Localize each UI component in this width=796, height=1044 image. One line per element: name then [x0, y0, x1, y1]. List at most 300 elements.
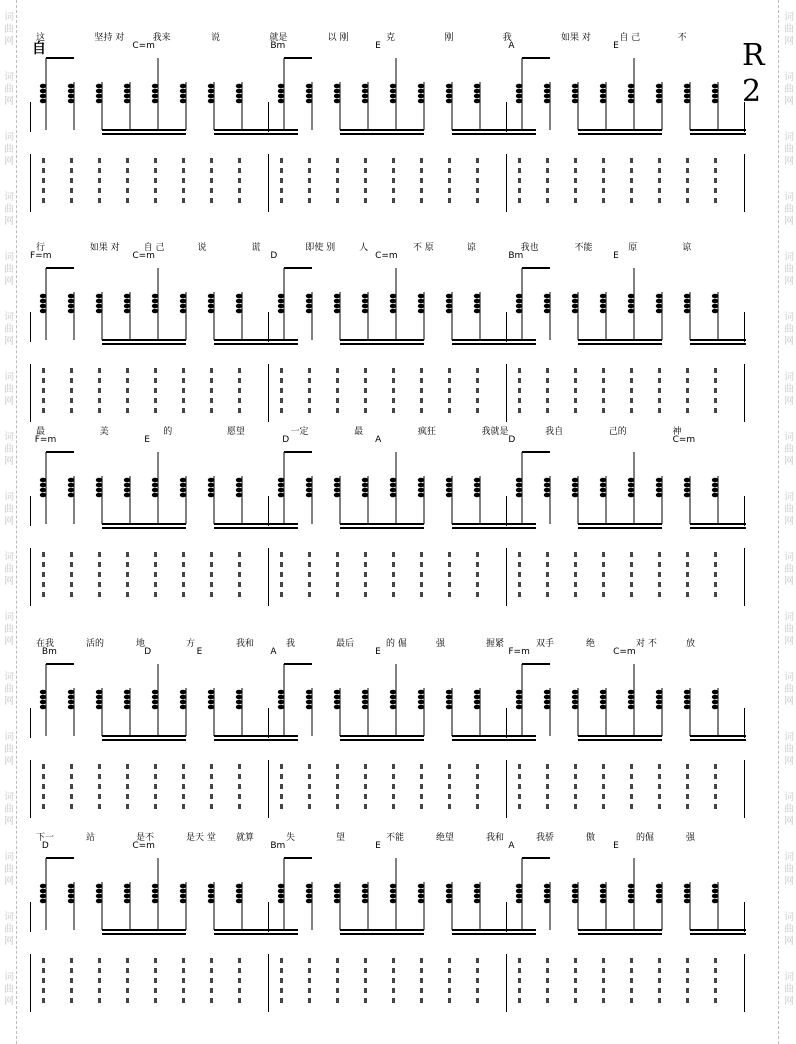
tab-fret-mark	[98, 998, 101, 1003]
lyric-word: 对 不	[636, 639, 657, 649]
tab-fret-mark	[154, 958, 157, 963]
tab-fret-mark	[546, 764, 549, 769]
watermark-char: 曲	[784, 84, 794, 95]
tab-fret-mark	[154, 368, 157, 373]
tab-fret-mark	[336, 388, 339, 393]
tab-fret-mark	[392, 774, 395, 779]
tab-fret-mark	[630, 958, 633, 963]
beam	[102, 133, 186, 135]
watermark-char: 词	[784, 132, 794, 143]
lyric-word: 如果 对	[89, 243, 120, 253]
beam	[522, 57, 550, 59]
tab-fret-mark	[392, 368, 395, 373]
tab-fret-mark	[546, 774, 549, 779]
note-chord	[236, 476, 242, 524]
tab-fret-mark	[630, 368, 633, 373]
tab-fret-mark	[126, 368, 129, 373]
tab-fret-mark	[42, 978, 45, 983]
note-chord	[152, 858, 158, 930]
lyric-word: 不	[677, 33, 687, 43]
lyric-word: 望	[336, 833, 346, 843]
tab-fret-mark	[154, 408, 157, 413]
watermark-char: 词	[784, 312, 794, 323]
tab-fret-mark	[658, 764, 661, 769]
watermark-char: 词	[4, 492, 14, 503]
tab-fret-mark	[546, 572, 549, 577]
watermark-char: 曲	[784, 864, 794, 875]
tab-fret-mark	[448, 178, 451, 183]
note-chord	[236, 82, 242, 130]
note-chord	[124, 882, 130, 930]
tab-fret-mark	[336, 408, 339, 413]
tab-fret-mark	[518, 958, 521, 963]
tab-fret-mark	[602, 582, 605, 587]
tab-fret-mark	[420, 592, 423, 597]
tab-fret-mark	[420, 794, 423, 799]
tab-fret-mark	[154, 988, 157, 993]
note-chord	[418, 476, 424, 524]
note-chord	[208, 688, 214, 736]
tab-fret-mark	[658, 408, 661, 413]
tab-fret-mark	[686, 998, 689, 1003]
tab-fret-mark	[630, 592, 633, 597]
tab-fret-mark	[364, 794, 367, 799]
tab-fret-mark	[280, 958, 283, 963]
tab-fret-mark	[70, 998, 73, 1003]
tab-fret-mark	[392, 582, 395, 587]
tab-fret-mark	[420, 968, 423, 973]
beam	[578, 343, 662, 345]
tab-fret-mark	[238, 368, 241, 373]
tab-fret-mark	[238, 378, 241, 383]
beam	[452, 735, 536, 737]
tab-fret-mark	[392, 178, 395, 183]
tab-fret-mark	[182, 958, 185, 963]
note-chord	[236, 882, 242, 930]
tab-fret-mark	[686, 178, 689, 183]
tab-fret-mark	[574, 168, 577, 173]
tab-fret-mark	[448, 988, 451, 993]
tab-fret-mark	[420, 784, 423, 789]
watermark-left	[0, 0, 18, 1044]
tab-fret-mark	[658, 968, 661, 973]
lyric-word: 谅	[682, 243, 692, 253]
tab-fret-mark	[602, 572, 605, 577]
tab-fret-mark	[686, 388, 689, 393]
watermark-char: 网	[784, 816, 794, 827]
tab-fret-mark	[238, 572, 241, 577]
note-chord	[152, 58, 158, 130]
tab-fret-mark	[182, 398, 185, 403]
tab-fret-mark	[210, 552, 213, 557]
tab-fret-mark	[42, 398, 45, 403]
tab-fret-mark	[70, 784, 73, 789]
note-chord	[544, 882, 550, 930]
tab-fret-mark	[238, 408, 241, 413]
tab-fret-mark	[574, 378, 577, 383]
watermark-char: 网	[4, 156, 14, 167]
beam	[522, 663, 550, 665]
tab-fret-mark	[476, 968, 479, 973]
tab-fret-mark	[308, 582, 311, 587]
note-chord	[712, 688, 718, 736]
note-chord	[362, 688, 368, 736]
watermark-char: 曲	[784, 204, 794, 215]
lyric-word: 不能	[574, 243, 593, 253]
note-chord	[306, 292, 312, 340]
tab-fret-mark	[42, 968, 45, 973]
tab-fret-mark	[280, 388, 283, 393]
watermark-char: 曲	[784, 264, 794, 275]
lyric-word: 就算	[236, 833, 255, 843]
tab-fret-mark	[602, 998, 605, 1003]
tab-fret-mark	[210, 774, 213, 779]
tab-fret-mark	[476, 378, 479, 383]
tab-fret-mark	[714, 178, 717, 183]
tab-fret-mark	[476, 178, 479, 183]
watermark-char: 网	[4, 456, 14, 467]
beam	[690, 523, 746, 525]
tab-fret-mark	[574, 998, 577, 1003]
tab-fret-mark	[602, 188, 605, 193]
note-chord	[600, 688, 606, 736]
lyric-word: 的 倔	[386, 639, 407, 649]
tab-fret-mark	[602, 978, 605, 983]
tab-fret-mark	[686, 398, 689, 403]
lyric-word: 一定	[290, 427, 309, 437]
note-chord	[40, 858, 46, 930]
note-chord	[516, 664, 522, 736]
tab-fret-mark	[476, 388, 479, 393]
tab-fret-mark	[280, 368, 283, 373]
beam	[284, 57, 312, 59]
lyric-word: 最	[36, 427, 46, 437]
tab-fret-mark	[686, 592, 689, 597]
tab-fret-mark	[546, 988, 549, 993]
tab-fret-mark	[336, 784, 339, 789]
tab-fret-mark	[448, 958, 451, 963]
watermark-char: 曲	[4, 324, 14, 335]
tab-fret-mark	[238, 388, 241, 393]
tab-fret-mark	[392, 158, 395, 163]
beam	[214, 739, 298, 741]
chord-symbol: C=m	[672, 435, 696, 445]
chord-symbol: A	[508, 841, 515, 851]
tab-fret-mark	[182, 572, 185, 577]
note-chord	[390, 664, 396, 736]
lyric-word: 原	[628, 243, 638, 253]
tab-fret-mark	[154, 398, 157, 403]
note-chord	[446, 882, 452, 930]
tab-fret-mark	[182, 388, 185, 393]
lyric-word: 我	[286, 639, 296, 649]
tab-fret-mark	[336, 978, 339, 983]
tab-fret-mark	[602, 958, 605, 963]
tab-fret-mark	[574, 794, 577, 799]
tab-fret-mark	[364, 968, 367, 973]
tab-fret-mark	[336, 998, 339, 1003]
tab-fret-mark	[364, 988, 367, 993]
beam	[690, 129, 746, 131]
tab-fret-mark	[42, 178, 45, 183]
tab-fret-mark	[70, 398, 73, 403]
tab-fret-mark	[686, 958, 689, 963]
tab-fret-mark	[602, 408, 605, 413]
note-chord	[124, 292, 130, 340]
tab-fret-mark	[364, 198, 367, 203]
tab-fret-mark	[308, 774, 311, 779]
watermark-char: 词	[4, 792, 14, 803]
note-chord	[96, 82, 102, 130]
watermark-char: 曲	[4, 624, 14, 635]
staff-notation	[30, 52, 746, 142]
tab-fret-mark	[336, 368, 339, 373]
note-chord	[362, 82, 368, 130]
lyric-word: 绝望	[436, 833, 455, 843]
note-chord	[40, 58, 46, 130]
tab-fret-mark	[308, 978, 311, 983]
note-chord	[68, 882, 74, 930]
tab-fret-mark	[238, 592, 241, 597]
tab-fret-mark	[42, 188, 45, 193]
tab-fret-mark	[714, 958, 717, 963]
tab-fret-mark	[546, 794, 549, 799]
note-chord	[600, 292, 606, 340]
tab-fret-mark	[630, 562, 633, 567]
tab-fret-mark	[154, 998, 157, 1003]
tab-fret-mark	[420, 572, 423, 577]
tab-fret-mark	[364, 368, 367, 373]
tab-fret-mark	[42, 764, 45, 769]
beam	[46, 451, 74, 453]
note-chord	[362, 882, 368, 930]
watermark-char: 词	[4, 192, 14, 203]
chord-symbol: D	[270, 251, 278, 261]
tab-fret-mark	[630, 784, 633, 789]
beam	[578, 735, 662, 737]
tab-fret-mark	[238, 188, 241, 193]
note-chord	[684, 292, 690, 340]
note-chord	[418, 82, 424, 130]
tablature	[30, 952, 746, 1022]
tab-fret-mark	[126, 168, 129, 173]
tab-fret-mark	[546, 978, 549, 983]
tab-fret-mark	[448, 978, 451, 983]
tab-fret-mark	[98, 582, 101, 587]
tab-fret-mark	[686, 978, 689, 983]
tab-fret-mark	[70, 774, 73, 779]
lyric-word: 地	[136, 639, 146, 649]
tab-fret-mark	[420, 764, 423, 769]
tab-fret-mark	[308, 388, 311, 393]
tab-fret-mark	[154, 774, 157, 779]
tab-fret-mark	[420, 388, 423, 393]
tab-fret-mark	[714, 784, 717, 789]
tab-fret-mark	[448, 572, 451, 577]
tab-fret-mark	[238, 978, 241, 983]
lyric-word: 就是	[269, 33, 288, 43]
tab-fret-mark	[630, 804, 633, 809]
tab-fret-mark	[238, 958, 241, 963]
tab-fret-mark	[154, 178, 157, 183]
tab-fret-mark	[602, 168, 605, 173]
note-chord	[362, 476, 368, 524]
watermark-char: 网	[4, 576, 14, 587]
tab-fret-mark	[280, 572, 283, 577]
tablature	[30, 546, 746, 616]
tab-fret-mark	[658, 592, 661, 597]
tab-fret-mark	[714, 198, 717, 203]
tab-fret-mark	[630, 188, 633, 193]
note-chord	[600, 82, 606, 130]
tab-fret-mark	[574, 552, 577, 557]
watermark-char: 曲	[4, 504, 14, 515]
tab-fret-mark	[126, 968, 129, 973]
tab-fret-mark	[126, 572, 129, 577]
note-chord	[390, 58, 396, 130]
beam	[690, 343, 746, 345]
tab-fret-mark	[126, 178, 129, 183]
tab-fret-mark	[448, 552, 451, 557]
watermark-char: 曲	[784, 624, 794, 635]
tab-fret-mark	[714, 998, 717, 1003]
tab-fret-mark	[392, 784, 395, 789]
lyric-word: 是天 堂	[186, 833, 216, 843]
tab-fret-mark	[630, 378, 633, 383]
tab-fret-mark	[364, 582, 367, 587]
lyric-word: 不能	[386, 833, 405, 843]
tab-fret-mark	[238, 178, 241, 183]
tab-fret-mark	[42, 368, 45, 373]
tab-fret-mark	[308, 784, 311, 789]
beam	[452, 339, 536, 341]
tab-fret-mark	[602, 784, 605, 789]
tab-fret-mark	[308, 562, 311, 567]
tab-fret-mark	[518, 764, 521, 769]
tab-fret-mark	[70, 592, 73, 597]
tab-fret-mark	[448, 168, 451, 173]
beam	[214, 133, 298, 135]
tab-fret-mark	[602, 764, 605, 769]
note-chord	[474, 476, 480, 524]
watermark-char: 网	[784, 576, 794, 587]
tab-fret-mark	[476, 988, 479, 993]
watermark-char: 词	[784, 912, 794, 923]
tab-fret-mark	[546, 198, 549, 203]
beam	[690, 929, 746, 931]
tab-fret-mark	[392, 388, 395, 393]
watermark-char: 网	[4, 636, 14, 647]
tab-fret-mark	[42, 774, 45, 779]
lyric-word: 双手	[536, 639, 555, 649]
tab-fret-mark	[658, 572, 661, 577]
tab-fret-mark	[336, 774, 339, 779]
tab-fret-mark	[238, 998, 241, 1003]
tab-fret-mark	[630, 572, 633, 577]
watermark-char: 词	[784, 672, 794, 683]
note-chord	[446, 688, 452, 736]
note-chord	[656, 292, 662, 340]
tab-fret-mark	[210, 408, 213, 413]
lyric-word: 的倔	[636, 833, 655, 843]
beam	[578, 523, 662, 525]
tab-fret-mark	[686, 794, 689, 799]
note-chord	[390, 452, 396, 524]
tab-fret-mark	[336, 572, 339, 577]
tab-fret-mark	[42, 794, 45, 799]
watermark-char: 词	[4, 972, 14, 983]
tab-fret-mark	[602, 368, 605, 373]
tab-fret-mark	[364, 774, 367, 779]
tab-fret-mark	[686, 562, 689, 567]
tab-fret-mark	[154, 562, 157, 567]
tab-fret-mark	[336, 764, 339, 769]
watermark-char: 网	[4, 216, 14, 227]
note-chord	[474, 292, 480, 340]
lyric-word: 方	[186, 639, 196, 649]
tab-fret-mark	[182, 784, 185, 789]
tab-fret-mark	[602, 198, 605, 203]
tab-fret-mark	[280, 978, 283, 983]
lyric-word: 在我	[36, 639, 55, 649]
tab-fret-mark	[364, 378, 367, 383]
tab-fret-mark	[546, 562, 549, 567]
tab-fret-mark	[686, 168, 689, 173]
tab-fret-mark	[630, 158, 633, 163]
tab-fret-mark	[630, 774, 633, 779]
tab-fret-mark	[714, 158, 717, 163]
tab-fret-mark	[658, 804, 661, 809]
tab-fret-mark	[126, 998, 129, 1003]
watermark-char: 曲	[784, 444, 794, 455]
beam	[214, 523, 298, 525]
tab-fret-mark	[210, 562, 213, 567]
tab-fret-mark	[518, 552, 521, 557]
note-chord	[628, 58, 634, 130]
note-chord	[418, 292, 424, 340]
tab-fret-mark	[392, 968, 395, 973]
tab-fret-mark	[126, 398, 129, 403]
note-chord	[390, 858, 396, 930]
lyric-word: 谅	[466, 243, 476, 253]
tab-fret-mark	[182, 378, 185, 383]
watermark-char: 网	[784, 936, 794, 947]
tab-fret-mark	[126, 408, 129, 413]
tab-fret-mark	[42, 572, 45, 577]
tab-fret-mark	[658, 158, 661, 163]
watermark-char: 网	[784, 516, 794, 527]
tab-fret-mark	[420, 774, 423, 779]
tab-fret-mark	[280, 562, 283, 567]
tab-fret-mark	[98, 764, 101, 769]
tab-fret-mark	[574, 764, 577, 769]
tab-fret-mark	[714, 562, 717, 567]
lyric-word: 克	[386, 33, 396, 43]
note-chord	[362, 292, 368, 340]
note-chord	[208, 82, 214, 130]
tab-fret-mark	[686, 774, 689, 779]
tab-fret-mark	[602, 804, 605, 809]
tab-fret-mark	[518, 582, 521, 587]
tab-fret-mark	[392, 398, 395, 403]
tab-fret-mark	[476, 592, 479, 597]
tab-fret-mark	[154, 764, 157, 769]
tab-fret-mark	[518, 998, 521, 1003]
tab-fret-mark	[154, 592, 157, 597]
tab-fret-mark	[210, 158, 213, 163]
tab-fret-mark	[280, 592, 283, 597]
beam	[46, 57, 74, 59]
